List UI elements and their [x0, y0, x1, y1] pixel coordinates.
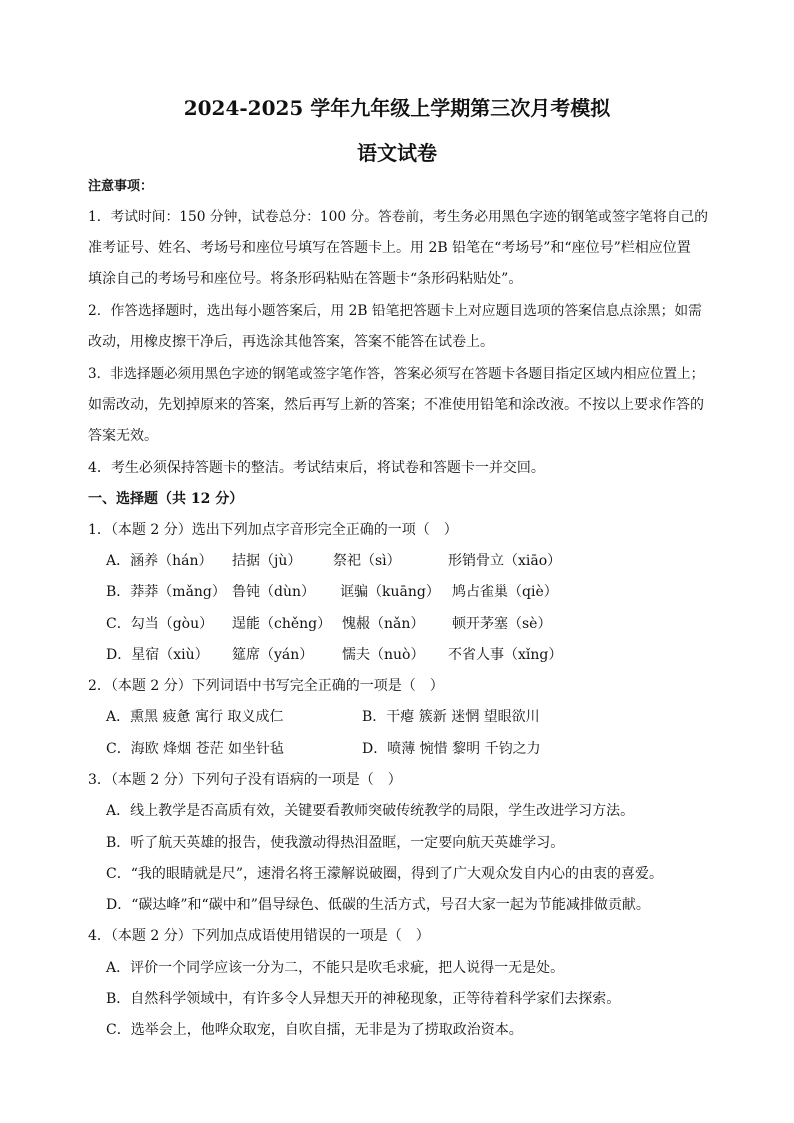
q1-option-d-4: 不省人事（xǐng） — [448, 647, 563, 663]
question-1-stem: 1．（本题 2 分）选出下列加点字音形完全正确的一项（ ） — [88, 522, 458, 538]
question-2-stem: 2．（本题 2 分）下列词语中书写完全正确的一项是（ ） — [88, 678, 444, 694]
q3-option-d: D．“碳达峰”和“碳中和”倡导绿色、低碳的生活方式，号召大家一起为节能减排做贡献。 — [106, 897, 650, 913]
q1-option-b-3: 诓骗（kuāng） — [340, 584, 440, 600]
q1-option-c-2: 逞能（chěng） — [232, 616, 332, 632]
q1-option-a-2: 拮据（jù） — [232, 553, 302, 569]
q1-option-a-1: A．涵养（hán） — [106, 553, 213, 569]
q1-option-c-1: C．勾当（gòu） — [106, 616, 214, 632]
q4-option-a: A．评价一个同学应该一分为二，不能只是吹毛求疵，把人说得一无是处。 — [106, 960, 565, 976]
notice-line: 4．考生必须保持答题卡的整洁。考试结束后，将试卷和答题卡一并交回。 — [88, 460, 545, 476]
q4-option-b: B．自然科学领域中，有许多令人异想天开的神秘现象，正等待着科学家们去探索。 — [106, 991, 621, 1007]
notice-line: 改动，用橡皮擦干净后，再选涂其他答案，答案不能答在试卷上。 — [88, 334, 494, 350]
notice-line: 答案无效。 — [88, 428, 158, 444]
notice-line: 填涂自己的考场号和座位号。将条形码粘贴在答题卡“条形码粘贴处”。 — [88, 271, 523, 287]
q2-option-a: A．熏黑 疲惫 寓行 取义成仁 — [106, 709, 284, 725]
q1-option-d-2: 筵席（yán） — [232, 647, 314, 663]
q1-option-d-1: D．星宿（xiù） — [106, 647, 209, 663]
question-3-stem: 3．（本题 2 分）下列句子没有语病的一项是（ ） — [88, 772, 402, 788]
notice-line: 准考证号、姓名、考场号和座位号填写在答题卡上。用 2B 铅笔在“考场号”和“座位号”栏相应位置 — [88, 240, 691, 256]
notice-heading: 注意事项： — [88, 179, 154, 194]
notice-line: 如需改动，先划掉原来的答案，然后再写上新的答案；不准使用铅笔和涂改液。不按以上要求作答的 — [88, 397, 704, 413]
q1-option-a-3: 祭祀（sì） — [333, 553, 401, 569]
exam-title: 2024-2025 学年九年级上学期第三次月考模拟 — [183, 96, 611, 120]
q1-option-b-4: 鸠占雀巢（qiè） — [452, 584, 558, 600]
q3-option-b: B．听了航天英雄的报告，使我激动得热泪盈眶，一定要向航天英雄学习。 — [106, 835, 565, 851]
q4-option-c: C．选举会上，他哗众取宠，自吹自擂，无非是为了捞取政治资本。 — [106, 1022, 523, 1038]
q1-option-b-1: B．莽莽（mǎng） — [106, 584, 226, 600]
question-4-stem: 4．（本题 2 分）下列加点成语使用错误的一项是（ ） — [88, 928, 430, 944]
q1-option-a-4: 形销骨立（xiāo） — [448, 553, 562, 569]
q2-option-c: C．海欧 烽烟 苍茫 如坐针毡 — [106, 741, 285, 757]
q1-option-b-2: 鲁钝（dùn） — [232, 584, 315, 600]
q2-option-d: D．喷薄 惋惜 黎明 千钧之力 — [362, 741, 541, 757]
q1-option-c-4: 顿开茅塞（sè） — [452, 616, 552, 632]
exam-subtitle: 语文试卷 — [357, 141, 437, 165]
q1-option-c-3: 愧赧（nǎn） — [342, 616, 425, 632]
notice-line: 1．考试时间：150 分钟，试卷总分：100 分。答卷前，考生务必用黑色字迹的钢笔或签字笔将自己的 — [88, 209, 708, 225]
q1-option-d-3: 懦夫（nuò） — [342, 647, 425, 663]
notice-line: 3．非选择题必须用黑色字迹的钢笔或签字笔作答，答案必须写在答题卡各题目指定区域内相应位置上； — [88, 366, 705, 382]
notice-line: 2．作答选择题时，选出每小题答案后，用 2B 铅笔把答题卡上对应题目选项的答案信息点涂黑；如需 — [88, 303, 702, 319]
section-heading: 一、选择题（共 12 分） — [88, 491, 244, 507]
q2-option-b: B．干瘪 簇新 迷惘 望眼欲川 — [362, 709, 540, 725]
q3-option-c: C．“我的眼睛就是尺”，速滑名将王濛解说破圈，得到了广大观众发自内心的由衷的喜爱。 — [106, 866, 664, 882]
q3-option-a: A．线上教学是否高质有效，关键要看教师突破传统教学的局限，学生改进学习方法。 — [106, 803, 635, 819]
